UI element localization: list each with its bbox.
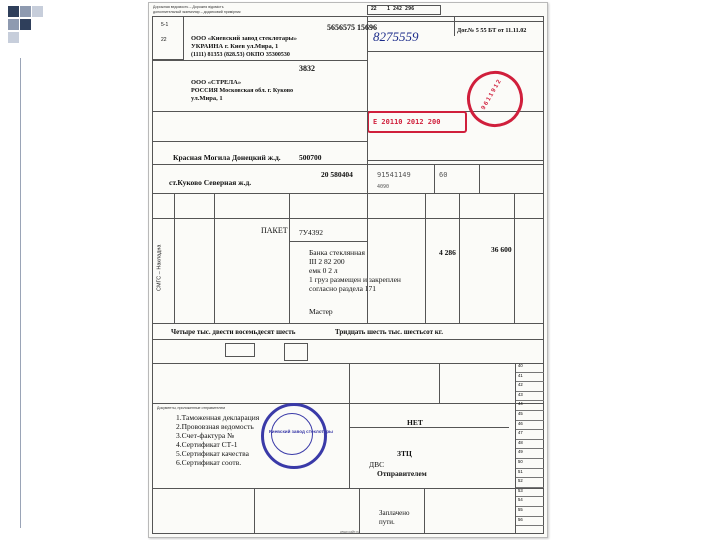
- right-number-cell: 48: [516, 440, 544, 450]
- right-number-cell: 50: [516, 459, 544, 469]
- right-number-cell: 42: [516, 382, 544, 392]
- right-number-column: [515, 363, 544, 534]
- slide-square-dark: [8, 6, 19, 17]
- cargo-weight-2: 36 600: [491, 245, 512, 254]
- right-number-cell: 47: [516, 430, 544, 440]
- vertical-label: СМГС – Накладна: [156, 244, 163, 291]
- slide-divider-line: [20, 58, 21, 528]
- document-number: 1 242 296: [387, 6, 415, 12]
- doc-item-2: 2.Прововзная ведомость: [176, 422, 254, 431]
- wagon-number: 91541149: [377, 171, 411, 179]
- red-round-stamp-text: 9 6 1 1 9 1 2: [480, 79, 503, 111]
- right-number-cell: 54: [516, 497, 544, 507]
- grid-box: [284, 343, 308, 361]
- paid-label: Заплачено: [379, 509, 410, 517]
- total-weight-words: Тридцать шесть тыс. шестьсот кг.: [335, 328, 443, 336]
- right-number-cell: 49: [516, 449, 544, 459]
- sender-address: УКРАИНА г. Киев ул.Мира, 1: [191, 43, 279, 50]
- right-number-cell: 53: [516, 488, 544, 498]
- receiver-name: ООО «СТРЕЛА»: [191, 79, 242, 86]
- red-stamp-text: Е 20110 2012 200: [373, 118, 441, 126]
- cargo-weight-1: 4 286: [439, 248, 456, 257]
- net-value: НЕТ: [407, 418, 423, 427]
- right-number-cell: 52: [516, 478, 544, 488]
- right-number-cell: 43: [516, 392, 544, 402]
- slide-square-light-2: [8, 32, 19, 43]
- documents-title: Документы, приложенные отправителем: [157, 406, 225, 410]
- cargo-desc-2: III 2 82 200: [309, 257, 345, 266]
- right-number-cell: 51: [516, 469, 544, 479]
- header-title: Дорожная ведомость – Дорожня відомість: [153, 5, 224, 9]
- receiver-region: РОССИЯ Московская обл. г. Куково: [191, 87, 294, 94]
- sender-box-num-2: 22: [161, 37, 167, 43]
- waybill-document: [148, 2, 548, 538]
- sender-name: ООО «Киевский завод стеклотары»: [191, 35, 298, 42]
- total-places-words: Четыре тыс. двести восемьдесят шесть: [171, 328, 296, 336]
- by-whom-value: ЗТЦ: [397, 449, 412, 458]
- right-number-cell: 41: [516, 373, 544, 383]
- receiver-street: ул.Мира, 1: [191, 95, 223, 102]
- right-number-cell: 56: [516, 517, 544, 527]
- dvs-value: ДВС: [369, 460, 385, 469]
- slide-square-mid-2: [8, 19, 19, 30]
- right-number-cell: 40: [516, 363, 544, 373]
- cargo-package: ПАКЕТ: [261, 226, 288, 235]
- wagon-axles: 60: [439, 171, 448, 179]
- sender-box-num-1: 5-1: [161, 22, 169, 28]
- slide-square-dark-2: [20, 19, 31, 30]
- doc-item-3: 3.Счет-фактура №: [176, 431, 235, 440]
- sender-codes: 5656575 15696: [327, 23, 377, 32]
- blue-stamp-text: Киевский завод стеклотары: [269, 429, 333, 434]
- cargo-desc-5: согласно раздела 171: [309, 284, 377, 293]
- right-number-cell: 55: [516, 507, 544, 517]
- doc-item-6: 6.Сертификат соотв.: [176, 458, 242, 467]
- right-number-cell: 45: [516, 411, 544, 421]
- cargo-places: 7У4392: [299, 228, 324, 237]
- seal-box: [225, 343, 255, 357]
- contract-number: Дог.№ 5 55 БТ от 11.11.02: [457, 27, 527, 34]
- sender-label: Отправителем: [377, 469, 427, 478]
- handwritten-number: 8275559: [373, 29, 419, 44]
- slide-square-mid: [20, 6, 31, 17]
- departure-code: 500700: [299, 153, 322, 162]
- cargo-desc-1: Банка стеклянная: [309, 248, 365, 257]
- right-number-cell: 44: [516, 401, 544, 411]
- right-number-cell: 46: [516, 421, 544, 431]
- header-subtitle: дополнительный экземпляр – додатковий примірник: [153, 10, 241, 14]
- cargo-marks: Мастер: [309, 307, 333, 316]
- routes-label: пути.: [379, 518, 395, 526]
- cargo-desc-4: 1 груз размещен и закреплен: [309, 275, 401, 284]
- slide-square-light: [32, 6, 43, 17]
- doc-item-4: 4.Сертификат СТ-1: [176, 440, 238, 449]
- destination-station: ст.Куково Северная ж.д.: [169, 178, 252, 187]
- doc-item-1: 1.Таможенная декларация: [176, 413, 260, 422]
- footer-text: www.сайт.ru: [340, 530, 360, 534]
- cargo-desc-3: емк 0 2 л: [309, 266, 338, 275]
- doc-item-5: 5.Сертификат качества: [176, 449, 249, 458]
- departure-station: Красная Могила Донецкий ж.д.: [173, 153, 281, 162]
- marker-22: 22: [371, 6, 377, 12]
- receiver-code: 3832: [299, 64, 315, 73]
- border-code: 20 580404: [321, 170, 353, 179]
- sender-phone-okpo: (1111) 81353 (828.53) ОКПО 35300530: [191, 52, 290, 58]
- wagon-sub: 4090: [377, 184, 390, 190]
